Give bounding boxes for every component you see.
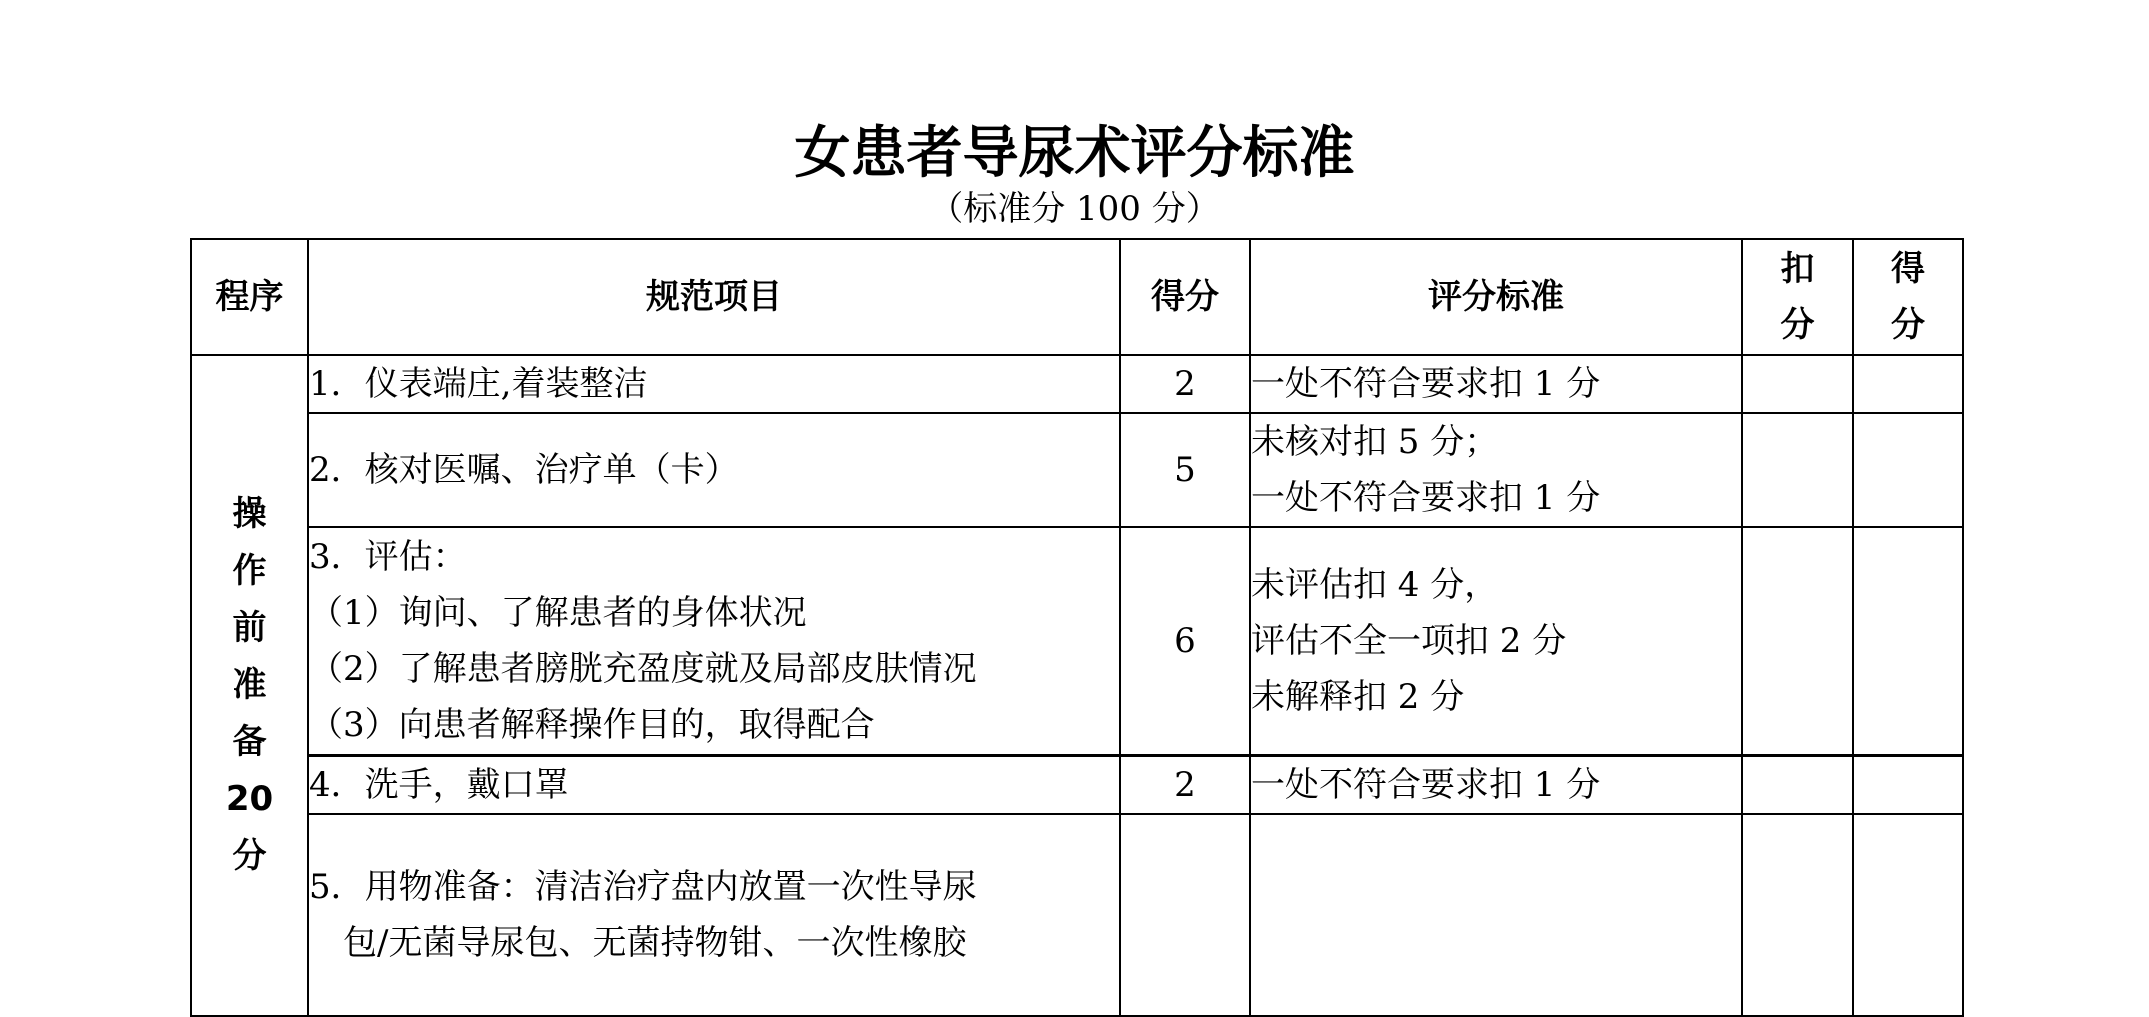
section-label-line: 操	[232, 494, 267, 534]
header-gain-line-2: 分	[1891, 305, 1925, 345]
deduct-cell	[1742, 814, 1853, 1016]
section-label-line: 准	[232, 665, 267, 705]
header-deduct-line-2: 分	[1780, 305, 1815, 345]
gain-cell	[1853, 527, 1963, 756]
item-line: 2．核对医嘱、治疗单（卡）	[309, 450, 739, 490]
table-header-row	[191, 239, 1963, 355]
section-label-cell	[191, 355, 308, 1016]
criteria-line: 一处不符合要求扣 1 分	[1251, 478, 1601, 518]
header-gain-line-1: 得	[1891, 249, 1925, 289]
document-subtitle: （标准分 100 分）	[929, 189, 1220, 229]
item-line: 1．仪表端庄,着装整洁	[309, 364, 648, 404]
item-line: （2）了解患者膀胱充盈度就及局部皮肤情况	[309, 649, 977, 689]
item-line: 包/无菌导尿包、无菌持物钳、一次性橡胶	[309, 923, 967, 963]
item-cell	[308, 527, 1120, 756]
table-row	[191, 814, 1963, 1016]
criteria-line: 一处不符合要求扣 1 分	[1251, 765, 1601, 805]
deduct-cell	[1742, 413, 1853, 527]
criteria-line: 未解释扣 2 分	[1251, 677, 1465, 717]
table-row	[191, 413, 1963, 527]
header-score: 得分	[1120, 239, 1250, 355]
table-row	[191, 355, 1963, 413]
gain-cell	[1853, 413, 1963, 527]
score-cell: 6	[1120, 527, 1250, 756]
section-label-line: 作	[232, 551, 267, 591]
criteria-line: 一处不符合要求扣 1 分	[1251, 364, 1601, 404]
gain-cell	[1853, 814, 1963, 1016]
score-cell: 2	[1120, 355, 1250, 413]
gain-cell	[1853, 756, 1963, 815]
section-label-line: 分	[232, 836, 267, 876]
score-cell: 2	[1120, 756, 1250, 815]
header-procedure: 程序	[191, 239, 308, 355]
header-gain	[1853, 239, 1963, 355]
item-cell	[308, 413, 1120, 527]
item-cell	[308, 355, 1120, 413]
item-line: （3）向患者解释操作目的，取得配合	[309, 705, 875, 745]
deduct-cell	[1742, 527, 1853, 756]
item-cell	[308, 756, 1120, 815]
criteria-cell	[1250, 756, 1742, 815]
table-row	[191, 527, 1963, 756]
item-line: （1）询问、了解患者的身体状况	[309, 593, 807, 633]
criteria-cell	[1250, 814, 1742, 1016]
criteria-line: 未核对扣 5 分；	[1251, 422, 1499, 462]
header-deduct-line-1: 扣	[1780, 249, 1815, 289]
table-row	[191, 756, 1963, 815]
item-cell	[308, 814, 1120, 1016]
score-cell: 5	[1120, 413, 1250, 527]
criteria-cell	[1250, 527, 1742, 756]
section-label-line: 20	[225, 779, 274, 819]
header-item: 规范项目	[308, 239, 1120, 355]
score-cell	[1120, 814, 1250, 1016]
gain-cell	[1853, 355, 1963, 413]
item-line: 3．评估：	[309, 537, 467, 577]
header-deduct	[1742, 239, 1853, 355]
criteria-cell	[1250, 413, 1742, 527]
criteria-cell	[1250, 355, 1742, 413]
deduct-cell	[1742, 355, 1853, 413]
scoring-table	[190, 238, 1964, 1017]
header-criteria: 评分标准	[1250, 239, 1742, 355]
deduct-cell	[1742, 756, 1853, 815]
criteria-line: 评估不全一项扣 2 分	[1251, 621, 1567, 661]
document-title: 女患者导尿术评分标准	[794, 121, 1355, 186]
item-line: 5．用物准备：清洁治疗盘内放置一次性导尿	[309, 867, 977, 907]
criteria-line: 未评估扣 4 分，	[1251, 565, 1499, 605]
item-line: 4．洗手，戴口罩	[309, 765, 569, 805]
section-label-line: 备	[232, 722, 267, 762]
section-label-line: 前	[232, 608, 267, 648]
